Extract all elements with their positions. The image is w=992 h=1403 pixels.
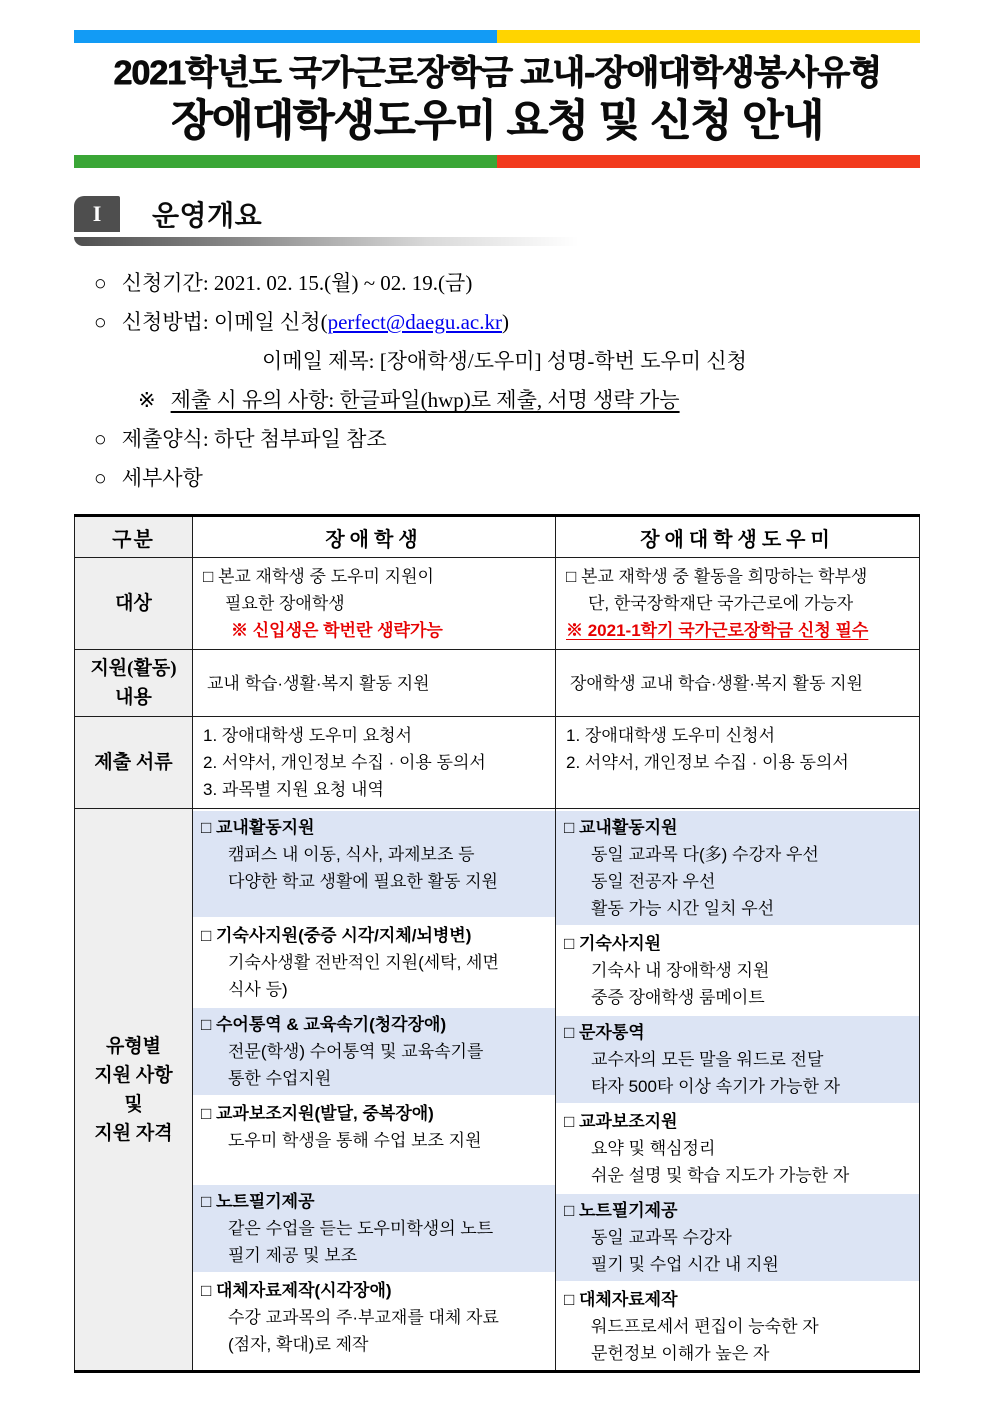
subrow-heading: □ 교내활동지원 <box>201 818 315 837</box>
subrow-description: 타자 500타 이상 속기가 가능한 자 <box>591 1077 841 1096</box>
table-header-cell: 장애대학생도우미 <box>556 516 920 558</box>
circle-bullet-icon: ○ <box>94 310 107 334</box>
subrow-description: (점자, 확대)로 제작 <box>228 1335 369 1354</box>
table-header-row <box>75 516 920 558</box>
subrow-heading: □ 수어통역 & 교육속기(청각장애) <box>201 1015 447 1034</box>
subrow-heading: □ 기숙사지원 <box>564 934 662 953</box>
bullet-item <box>74 459 920 498</box>
subrow-heading: □ 대체자료제작(시각장애) <box>201 1281 392 1300</box>
row-label-line: 지원 사항 <box>94 1064 173 1086</box>
subrow-description: 중증 장애학생 룸메이트 <box>591 988 765 1007</box>
subrow-description: 기숙사 내 장애학생 지원 <box>591 961 770 980</box>
document-title-line2: 장애대학생도우미 요청 및 신청 안내 <box>171 97 823 145</box>
type-section-row <box>75 809 920 1372</box>
type-subrow <box>193 809 555 919</box>
table-cell <box>193 717 556 809</box>
subrow-description: 캠퍼스 내 이동, 식사, 과제보조 등 <box>228 845 475 864</box>
table-cell <box>193 558 556 650</box>
subrow-heading: □ 노트필기제공 <box>564 1201 678 1220</box>
row-label-line: 및 <box>124 1093 143 1115</box>
table-cell <box>556 558 920 650</box>
bullet-text: 신청기간: 2021. 02. 15.(월) ~ 02. 19.(금) <box>121 271 473 295</box>
row-label-line: 제출 서류 <box>94 752 173 773</box>
section-title: 운영개요 <box>152 200 263 231</box>
email-link[interactable]: perfect@daegu.ac.kr <box>327 310 502 334</box>
subrow-description: 문헌정보 이해가 높은 자 <box>591 1344 770 1363</box>
subrow-description: 동일 교과목 수강자 <box>591 1228 732 1247</box>
table-row <box>75 558 920 650</box>
cell-line: 1. 장애대학생 도우미 신청서 <box>566 726 775 745</box>
subrow-description: 다양한 학교 생활에 필요한 활동 지원 <box>228 872 498 891</box>
section-numeral: I <box>74 196 120 232</box>
table-cell <box>556 717 920 809</box>
type-subrow <box>556 809 919 927</box>
bullet-item <box>262 342 920 381</box>
type-subrow <box>193 1006 555 1097</box>
subrow-heading: □ 교과보조지원(발달, 중복장애) <box>201 1104 434 1123</box>
subrow-heading: □ 대체자료제작 <box>564 1290 678 1309</box>
type-column-right <box>556 809 920 1372</box>
type-column-left <box>193 809 556 1372</box>
cell-line: 2. 서약서, 개인정보 수집 · 이용 동의서 <box>203 753 486 772</box>
subrow-description: 도우미 학생을 통해 수업 보조 지원 <box>228 1131 482 1150</box>
type-subrow <box>556 1105 919 1192</box>
type-subrow <box>193 1097 555 1183</box>
type-subrow <box>193 919 555 1006</box>
cell-line: □ 본교 재학생 중 도우미 지원이 <box>203 567 434 586</box>
row-label-line: 지원(활동) <box>90 658 177 679</box>
row-label-line: 지원 자격 <box>94 1122 173 1144</box>
top-divider-bar <box>74 30 920 43</box>
cell-line: ※ 2021-1학기 국가근로장학금 신청 필수 <box>566 621 869 640</box>
bullet-item <box>74 420 920 459</box>
circle-bullet-icon: ○ <box>94 466 107 490</box>
bullet-list <box>74 264 920 498</box>
bullet-text: 신청방법: 이메일 신청(perfect@daegu.ac.kr) <box>121 310 509 334</box>
circle-bullet-icon: ○ <box>94 427 107 451</box>
subrow-description: 활동 가능 시간 일치 우선 <box>591 899 775 918</box>
reference-mark: ※ <box>138 388 156 412</box>
section-tab-underline <box>74 237 579 246</box>
title-divider-bar <box>74 155 920 168</box>
subrow-description: 요약 및 핵심정리 <box>591 1139 716 1158</box>
bullet-text: 제출 시 유의 사항: 한글파일(hwp)로 제출, 서명 생략 가능 <box>170 388 680 412</box>
row-label-cell <box>75 717 193 809</box>
type-section-label <box>75 809 193 1372</box>
subrow-description: 같은 수업을 듣는 도우미학생의 노트 <box>228 1219 494 1238</box>
subrow-heading: □ 교과보조지원 <box>564 1112 678 1131</box>
subrow-description: 필기 제공 및 보조 <box>228 1246 358 1265</box>
subrow-heading: □ 문자통역 <box>564 1023 645 1042</box>
bullet-text: 이메일 제목: [장애학생/도우미] 성명-학번 도우미 신청 <box>262 349 747 373</box>
subrow-heading: □ 기숙사지원(중증 시각/지체/뇌병변) <box>201 926 472 945</box>
subrow-description: 통한 수업지원 <box>228 1069 332 1088</box>
row-label-line: 유형별 <box>105 1035 162 1057</box>
table-row <box>75 717 920 809</box>
cell-line: □ 본교 재학생 중 활동을 희망하는 학부생 <box>566 567 868 586</box>
subrow-description: 쉬운 설명 및 학습 지도가 가능한 자 <box>591 1166 850 1185</box>
subrow-description: 동일 교과목 다(多) 수강자 우선 <box>591 845 819 864</box>
info-table <box>74 514 920 1373</box>
type-subrow <box>556 1192 919 1283</box>
cell-line: 필요한 장애학생 <box>225 594 345 613</box>
section-header <box>74 194 920 246</box>
bullet-text: 제출양식: 하단 첨부파일 참조 <box>121 427 387 451</box>
type-subrow <box>193 1274 555 1361</box>
subrow-heading: □ 교내활동지원 <box>564 818 678 837</box>
subrow-heading: □ 노트필기제공 <box>201 1192 315 1211</box>
table-body <box>75 558 920 1372</box>
table-cell <box>193 650 556 717</box>
cell-line: 1. 장애대학생 도우미 요청서 <box>203 726 412 745</box>
row-label-cell <box>75 650 193 717</box>
bullet-item <box>74 264 920 303</box>
row-label-line: 대상 <box>115 593 152 614</box>
row-label-cell <box>75 558 193 650</box>
subrow-description: 동일 전공자 우선 <box>591 872 716 891</box>
circle-bullet-icon: ○ <box>94 271 107 295</box>
subrow-description: 수강 교과목의 주·부교재를 대체 자료 <box>228 1308 499 1327</box>
section-tab <box>74 194 920 234</box>
row-label-line: 내용 <box>115 687 152 708</box>
cell-line: 단, 한국장학재단 국가근로에 가능자 <box>588 594 854 613</box>
type-subrow <box>556 1014 919 1105</box>
bullet-item <box>138 381 920 420</box>
cell-line: 교내 학습·생활·복지 활동 지원 <box>207 673 430 693</box>
type-subrow <box>193 1183 555 1274</box>
cell-line: ※ 신입생은 학번란 생략가능 <box>231 621 443 640</box>
table-row <box>75 650 920 717</box>
cell-line: 3. 과목별 지원 요청 내역 <box>203 780 384 799</box>
subrow-description: 교수자의 모든 말을 워드로 전달 <box>591 1050 824 1069</box>
subrow-description: 필기 및 수업 시간 내 지원 <box>591 1255 779 1274</box>
table-header-cell: 장애학생 <box>193 516 556 558</box>
type-subrow <box>556 1283 919 1370</box>
cell-line: 2. 서약서, 개인정보 수집 · 이용 동의서 <box>566 753 849 772</box>
table-head <box>75 516 920 558</box>
table-cell <box>556 650 920 717</box>
subrow-description: 식사 등) <box>228 980 288 999</box>
subrow-description: 워드프로세서 편집이 능숙한 자 <box>591 1317 819 1336</box>
table-header-cell: 구분 <box>75 516 193 558</box>
cell-line: 장애학생 교내 학습·생활·복지 활동 지원 <box>570 673 863 693</box>
document-title-line1: 2021학년도 국가근로장학금 교내-장애대학생봉사유형 <box>113 54 881 92</box>
subrow-description: 기숙사생활 전반적인 지원(세탁, 세면 <box>228 953 499 972</box>
bullet-text: 세부사항 <box>121 466 203 490</box>
type-subrow <box>556 927 919 1014</box>
subrow-description: 전문(학생) 수어통역 및 교육속기를 <box>228 1042 484 1061</box>
bullet-item <box>74 303 920 342</box>
